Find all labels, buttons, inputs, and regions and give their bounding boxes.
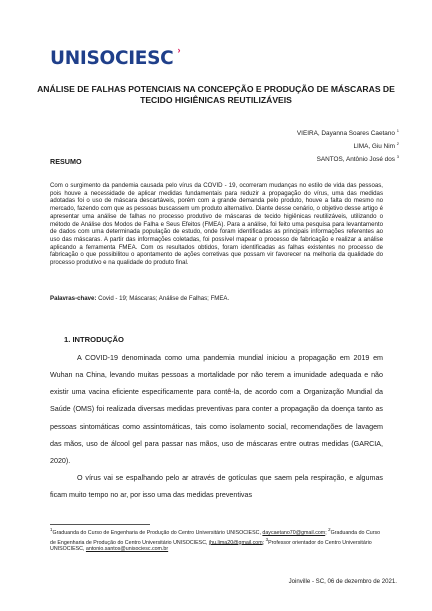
author: LIMA, Giu Nim $^2$ (353, 140, 399, 150)
logo-wordmark: UNISOCIESC (50, 48, 174, 69)
email-link[interactable]: antonio.santos@unisociesc.com.br (85, 546, 169, 553)
author: SANTOS, Antônio José dos $^3$ (316, 153, 399, 163)
keywords-text: Covid - 19; Máscaras; Análise de Falhas; FMEA. (98, 295, 230, 302)
author: VIEIRA, Dayanna Soares Caetano $^1$ (296, 128, 399, 138)
author-list (297, 126, 399, 164)
email-link[interactable]: jhu.lima20@gmail.com (209, 539, 263, 546)
abstract-heading: RESUMO (50, 157, 82, 166)
footnote-divider (50, 524, 150, 525)
footnotes: $^1$Graduanda do Curso de Engenharia de Produção do Centro Universitário UNISOCIESC, daycaetano70@gmail.com; $^2$Graduanda do Curso de Engenharia de Produção do Centro Universitário UNISOCIESC, jhu.lima20@gmail.com; $^3$Professor orientador do Centro Universitário UNISOCIESC, antonio.santos@unisociesc.com.br (50, 527, 381, 553)
keywords-label: Palavras-chave: (50, 295, 97, 302)
paper-title: ANÁLISE DE FALHAS POTENCIAIS NA CONCEPÇÃO E PRODUÇÃO DE MÁSCARAS DE TECIDO HIGIÊNICAS REUTILIZÁVEIS (37, 84, 395, 105)
keywords (50, 295, 383, 303)
logo-chevron-icon: › (177, 45, 181, 55)
paragraph: O vírus vai se espalhando pelo ar através de gotículas que saem pela respiração, e algumas ficam muito tempo no ar, por isso uma das medidas preventivas (50, 474, 383, 500)
unisociesc-logo (50, 45, 181, 69)
section-heading-introduction: 1. INTRODUÇÃO (64, 335, 124, 344)
page-footer: Joinville - SC, 06 de dezembro de 2021. (288, 578, 397, 585)
introduction-body (50, 350, 383, 504)
paragraph: A COVID-19 denominada como uma pandemia mundial iniciou a propagação em 2019 em Wuhan na China, levando muitas pessoas a mortalidade por não terem a imunidade adequada e não existir uma vacina eficiente especificamente para contê-la, de acordo com a Organização Mundial da Saúde (OMS) foi realizada diversas medidas preventivas para conter a propagação da doença tanto as pessoas sintomáticas como assintomáticas, tais como isolamento social, recomendações de lavagem das mãos, uso de álcool gel para passar nas mãos, uso de máscaras entre outras medidas (GARCIA, 2020). (50, 354, 383, 465)
email-link[interactable]: daycaetano70@gmail.com (262, 529, 326, 536)
abstract-text: Com o surgimento da pandemia causada pelo vírus da COVID - 19, ocorreram mudanças no estilo de vida das pessoas, pois houve a necessidade de aplicar medidas fundamentais para reduzir a propagação do vírus, uma das medidas adotadas foi o uso de máscara descartáveis, porém com a grande demanda pelo produto, houve a falta do mesmo no mercado, fazendo com que as pessoas buscassem um produto alternativo. Diante desse cenário, o objetivo desse artigo é apresentar uma análise de falhas no processo produtivo de máscaras de tecido higiênicas reutilizáveis, utilizando o método de Análise dos Modos de Falha e Seus Efeitos (FMEA). Para a análise, foi feito uma pesquisa para levantamento de dados com uma determinada população de estudo, onde foram identificadas as principais informações referentes ao uso das máscaras. A partir das informações coletadas, foi possível mapear o processo de fabricação e realizar a análise aplicando a ferramenta FMEA. Com os resultados obtidos, foram identificadas as falhas existentes no processo de fabricação o que possibilitou o apontamento de ações corretivas que possam vir favorecer na melhoria da qualidade do processo produtivo e na qualidade do produto final. (50, 182, 383, 267)
